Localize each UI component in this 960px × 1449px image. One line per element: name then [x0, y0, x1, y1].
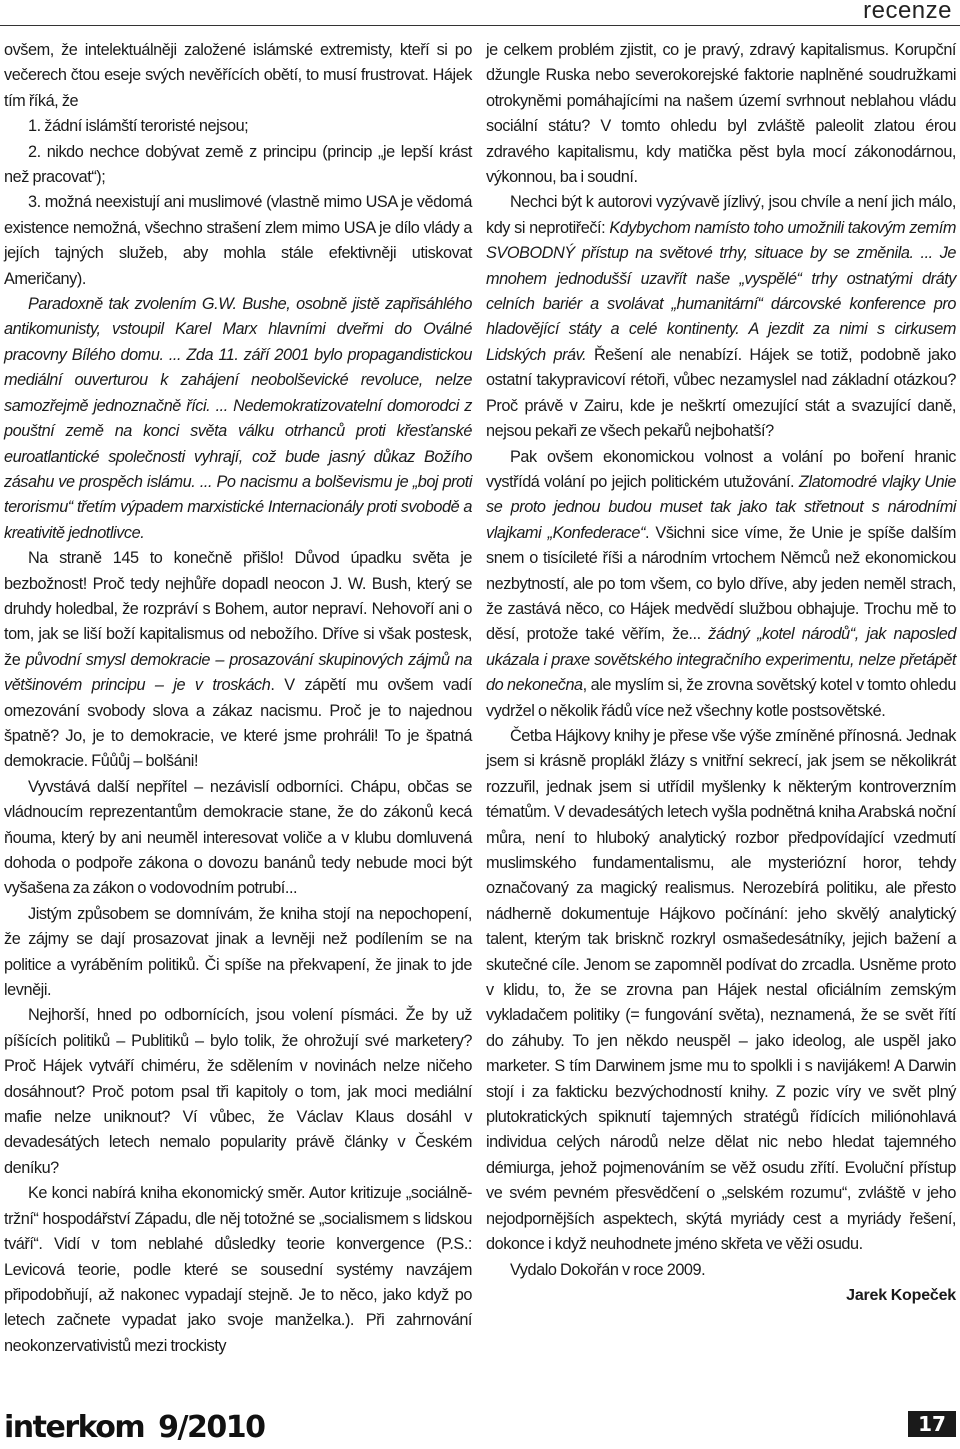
paragraph: [4, 546, 472, 775]
page-number: 17: [908, 1411, 956, 1437]
text-run: . Všichni sice víme, že Unie je spíše dalším snem o tisícileté říši a národním vrtochem Němců než ekonomickou nezbytností, ale po tom všem, co bylo dříve, aby jeden neměl strach, že zastává něco, co Hájek medvědí službou obhajuje. Trochu mě to děsí, protože také věřím, že...: [486, 523, 956, 644]
text-run: Nechci být k autorovi vyzývavě jízlivý, jsou chvíle a není jich málo, kdy si neprotiřečí:: [486, 193, 956, 237]
right-column: [486, 38, 956, 1308]
paragraph: Četba Hájkovy knihy je přese vše výše zmíněné přínosná. Jednak jsem si krásně proplákl žlázy s vnitřní sekrecí, jak jsem se několikrát rozzuřil, jednak jsem si utřídil myšlenky k některým kontroverzním tématům. V devadesátých letech vyšla podnětná kniha Arabská noční můra, není to hluboký analytický rozbor předpovídající vzedmutí muslimského fundamentalismu, ale mysteriózní horor, tehdy označovaný za magický realismus. Nerozebírá politiku, ale přesto nádherně dokumentuje Hájkovo počínání: jeho skvělý analytický talent, kterým tak brisknč rozkryl osmašedesátníky, jejich bažení a skutečné cíle. Jenom se zapomněl podívat do zrcadla. Usněme proto v klidu, to, že se zrovna pan Hájek nestal oficiálním zemským vykladačem politiky (= fungování světa), neznamená, že se svět řítí do záhuby. To jen někdo neuspěl – jako ideolog, ale uspěl jako marketer. S tím Darwinem jsme mu to spolkli i s navijákem! A Darwin stojí i za fakticku bezvýchodností knihy. Z pozic víry ve svět plný plutokratických spiknutí tajemných stratégů řídících miliónohlavá individua celých národů nelze dělat nic nebo hledat tajemného démiurga, jehož pojmenováním se věž osudu zřítí. Evoluční přístup ve svém pevném přesvědčení o „selském rozumu“, zvláště v jeho nejodpornějších aspektech, skýtá myriády cest a myriády řešení, dokonce i když neuhodnete jméno skřeta ve věži osudu.: [486, 726, 956, 1254]
publisher-note: Vydalo Dokořán v roce 2009.: [510, 1260, 706, 1279]
quote-text: původní smysl demokracie – prosazování skupinových zájmů na většinovém principu – je v troskách: [4, 650, 472, 695]
author-signature: Jarek Kopeček: [846, 1286, 956, 1304]
left-column: [4, 38, 472, 1359]
paragraph: je celkem problém zjistit, co je pravý, zdravý kapitalismus. Korupční džungle Ruska nebo severokorejské faktorie naplněné soudružkami otrokyněmi pomáhajícími na našem území svrhnout neblahou vládu sociální státu? V tomto ohledu byl zvláště paleolit zlatou érou zdravého kapitalismu, kdy matička pěst byla mocí zákonodárnou, výkonnou, ba i soudní.: [486, 41, 956, 187]
list-item: 1. žádní islámští teroristé nejsou;: [28, 117, 249, 136]
text-run: Řešení ale nenabízí. Hájek se totiž, podobně jako ostatní takypravicoví rétoři, vůbec nezamyslel nad základní otázkou? Proč právě v Zairu, kde je neškrtí omezující stát a svazující daně, nejsou pekaři ze všech pekařů nejbohatší?: [486, 345, 956, 441]
text-run: Pak ovšem ekonomickou volnost a volání po boření hranic vystřídá volání po jejich politickém utužování.: [486, 447, 956, 491]
issue-number: 9/2010: [158, 1410, 265, 1445]
list-item: 2. nikdo nechce dobývat země z principu (princip „je lepší krást než pracovat“);: [4, 142, 472, 187]
quote-text: Zlatomodré vlajky Unie se proto jednou budou muset tak jako tak střetnout s národními vlajkami „Konfederace“: [486, 472, 956, 542]
paragraph: [486, 190, 956, 444]
list-item: 3. možná neexistují ani muslimové (vlastně mimo USA je vědomá existence nemožná, všechno strašení zlem mimo USA je dílo vlády a jejích tajných služeb, aby mohla stále efektivněji utiskovat Američany).: [4, 193, 472, 288]
header-divider: [0, 25, 960, 26]
quote-text: žádný „kotel národů“, jak naposled ukázala i praxe sovětského integračního experimentu, nelze přetápět do nekonečna: [486, 625, 956, 695]
magazine-footer: [4, 1411, 264, 1445]
paragraph: Ke konci nabírá kniha ekonomický směr. Autor kritizuje „sociálně-tržní“ hospodářství Západu, dle něj totožné se „socialismem s lidskou tváří“. Vidí v tom neblahé důsledky teorie konvergence (P.S.: Levicová teorie, podle které se sousední systémy navzájem připodobňují, až nakonec vypadají stejně. Je to něco, jako když po letech začnete vypadat jako svoje manželka.). Při zahrnování neokonzervativistů mezi trockisty: [4, 1184, 472, 1355]
quote-text: Paradoxně tak zvolením G.W. Bushe, osobně jistě zapřisáhlého antikomunisty, vstoupil Karel Marx hlavními dveřmi do Oválné pracovny Bílého domu. ... Zda 11. září 2001 bylo propagandistickou mediální ouverturou k zahájení neobolševické revoluce, nelze samozřejmě jednoznačně říci. ... Nedemokratizovatelní domorodci z pouštní země na konci světa válku otrhanců proti křesťanské euroatlantické společnosti vyhrají, což bude jasný důkaz Božího zásahu ve prospěch islámu. ... Po nacismu a bolševismu je „boj proti terorismu“ třetím výpadem marxistické Internacionály proti svobodě a kreativitě jednotlivce.: [4, 295, 472, 542]
text-run: . V zápětí mu ovšem vadí omezování svobody slova a zákaz nacismu. Proč je to najednou špatně? Jo, je to demokracie, ve které jsme prohráli! To je špatná demokracie. Fůůůj – bolšáni!: [4, 676, 472, 771]
paragraph: [486, 445, 956, 724]
quote-text: Kdybychom namísto toho umožnili takovým zemím SVOBODNÝ přístup na světové trhy, situace by se změnila. ... Je mnohem jednodušší uzavřít naše „vyspělé“ trhy ostnatými dráty celních bariér a svolávat „humanitární“ dárcovské konference pro hladovějící státy a celé kontinenty. A jezdit za nimi s cirkusem Lidských práv.: [486, 218, 956, 364]
text-run: , ale myslím si, že zrovna sovětský kotel v tomto ohledu vydržel o několik řádů více než všechny kotle postsovětské.: [486, 676, 956, 720]
section-title: recenze: [863, 0, 952, 24]
paragraph: Jistým způsobem se domnívám, že kniha stojí na nepochopení, že zájmy se dají prosazovat jinak a levněji než podílením se na politice a vyráběním politiků. Či spíše na překvapení, že jinak to jde levněji.: [4, 904, 472, 1000]
quote-paragraph: [4, 292, 472, 546]
paragraph: Nejhorší, hned po odbornících, jsou volení písmáci. Že by už píšících politiků – Publitiků – bylo tolik, že ohrožují své marketery? Proč Hájek vytváří chiméru, že sdělením v novinách nelze ničeho dosáhnout? Proč potom psal tři kapitoly o tom, jak moci mediální mafie nelze uniknout? Ví vůbec, že Václav Klaus dosáhl v devadesátých letech nemalo popularity právě články v Českém deníku?: [4, 1006, 472, 1177]
paragraph: ovšem, že intelektuálněji založené islámské extremisty, kteří si po večerech čtou eseje svých nevěřících obětí, to musí frustrovat. Hájek tím říká, že: [4, 41, 472, 110]
text-run: Na straně 145 to konečně přišlo! Důvod úpadku světa je bezbožnost! Proč tedy nejhůře dopadl neocon J. W. Bush, který se druhdy holedbal, že rozpráví s Bohem, autor nepraví. Nehovoří ani o tom, jak se liší boží kapitalismus od nebožího. Dříve si však postesk, že: [4, 549, 472, 669]
paragraph: Vyvstává další nepřítel – nezávislí odborníci. Chápu, občas se vládnoucím reprezentantům demokracie stane, že do zákonů kecá ňouma, který by ani neuměl interesovat voliče a v klubu domluvená dohoda o podpoře zákona o dovozu banánů tedy nebude moci být vyšašena za zákon o vodovodním potrubí...: [4, 777, 472, 898]
magazine-name: interkom: [4, 1410, 145, 1445]
